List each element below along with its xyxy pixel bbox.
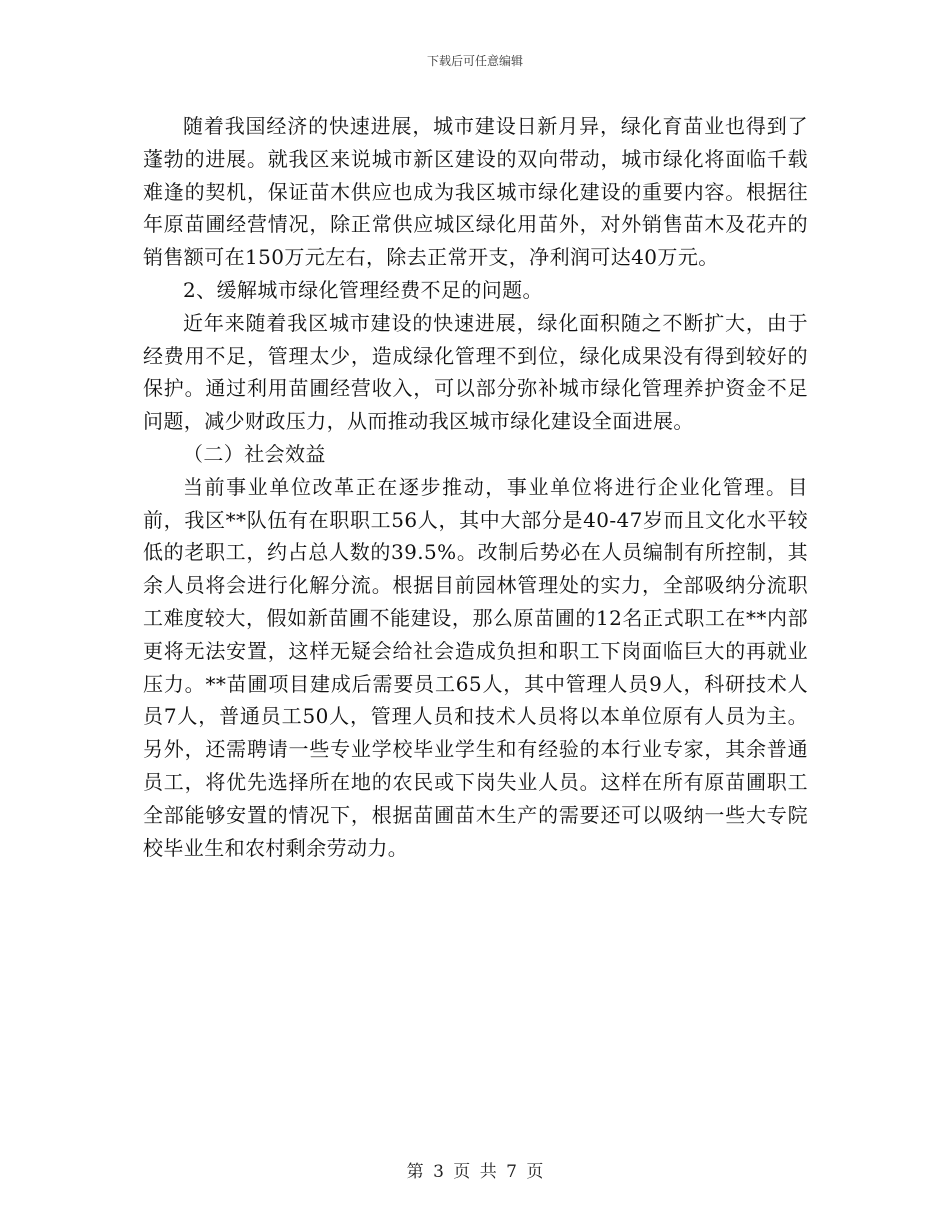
paragraph-funding-shortage: 近年来随着我区城市建设的快速进展，绿化面积随之不断扩大，由于经费用不足，管理太少，造成绿化管理不到位，绿化成果没有得到较好的保护。通过利用苗圃经营收入，可以部分弥补城市绿化管理养护资金不足问题，减少财政压力，从而推动我区城市绿化建设全面进展。 (143, 310, 808, 434)
section-heading-social-benefit: （二）社会效益 (183, 441, 326, 466)
page-header: 下载后可任意编辑 (426, 54, 523, 68)
paragraph-heading-funding: 2、缓解城市绿化管理经费不足的问题。 (183, 277, 543, 302)
paragraph-economic-benefit: 随着我国经济的快速进展，城市建设日新月异，绿化育苗业也得到了蓬勃的进展。就我区来说城市新区建设的双向带动，城市绿化将面临千载难逢的契机，保证苗木供应也成为我区城市绿化建设的重要内容。根据往年原苗圃经营情况，除正常供应城区绿化用苗外，对外销售苗木及花卉的销售额可在150万元左右，除去正常开支，净利润可达40万元。 (143, 114, 808, 270)
page-number-footer: 第 3 页 共 7 页 (406, 1162, 544, 1182)
document-body (143, 110, 808, 864)
paragraph-social-benefit: 当前事业单位改革正在逐步推动，事业单位将进行企业化管理。目前，我区**队伍有在职职工56人，其中大部分是40-47岁而且文化水平较低的老职工，约占总人数的39.5%。改制后势必在人员编制有所控制，其余人员将会进行化解分流。根据目前园林管理处的实力，全部吸纳分流职工难度较大，假如新苗圃不能建设，那么原苗圃的12名正式职工在**内部更将无法安置，这样无疑会给社会造成负担和职工下岗面临巨大的再就业压力。**苗圃项目建成后需要员工65人，其中管理人员9人，科研技术人员7人，普通员工50人，管理人员和技术人员将以本单位原有人员为主。另外，还需聘请一些专业学校毕业学生和有经验的本行业专家，其余普通员工，将优先选择所在地的农民或下岗失业人员。这样在所有原苗圃职工全部能够安置的情况下，根据苗圃苗木生产的需要还可以吸纳一些大专院校毕业生和农村剩余劳动力。 (143, 474, 808, 860)
